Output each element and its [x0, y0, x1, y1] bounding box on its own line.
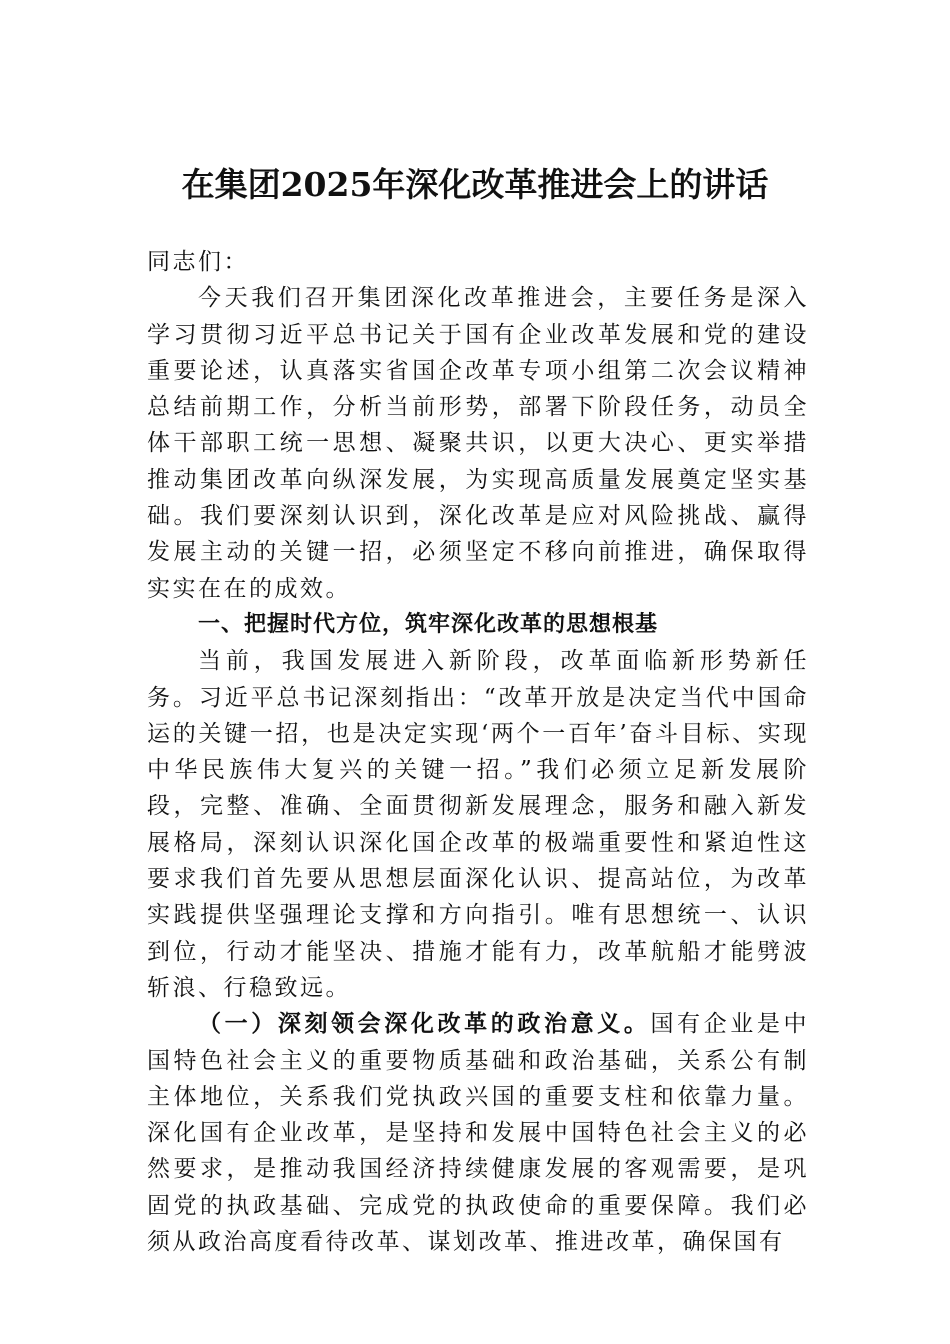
document-title: 在集团2025年深化改革推进会上的讲话: [181, 165, 769, 204]
subsection-1-paragraph: [147, 1006, 809, 1260]
intro-paragraph: 今天我们召开集团深化改革推进会，主要任务是深入学习贯彻习近平总书记关于国有企业改革发展和党的建设重要论述，认真落实省国企改革专项小组第二次会议精神总结前期工作，分析当前形势，部署下阶段任务，动员全体干部职工统一思想、凝聚共识，以更大决心、更实举措推动集团改革向纵深发展，为实现高质量发展奠定坚实基础。我们要深刻认识到，深化改革是应对风险挑战、赢得发展主动的关键一招，必须坚定不移向前推进，确保取得实实在在的成效。: [147, 285, 809, 602]
section-1-paragraph: 当前，我国发展进入新阶段，改革面临新形势新任务。习近平总书记深刻指出：“改革开放是决定当代中国命运的关键一招，也是决定实现‘两个一百年’奋斗目标、实现中华民族伟大复兴的关键一招。”我们必须立足新发展阶段，完整、准确、全面贯彻新发展理念，服务和融入新发展格局，深刻认识深化国企改革的极端重要性和紧迫性这要求我们首先要从思想层面深化认识、提高站位，为改革实践提供坚强理论支撑和方向指引。唯有思想统一、认识到位，行动才能坚决、措施才能有力，改革航船才能劈波斩浪、行稳致远。: [147, 648, 809, 1001]
salutation: 同志们：: [147, 249, 249, 275]
document-body: [147, 244, 809, 1260]
subsection-heading-1: （一）深刻领会深化改革的政治意义。: [198, 1010, 651, 1038]
section-heading-1: 一、把握时代方位，筑牢深化改革的思想根基: [198, 611, 659, 637]
subsection-1-text: 国有企业是中国特色社会主义的重要物质基础和政治基础，关系公有制主体地位，关系我们党执政兴国的重要支柱和依靠力量。深化国有企业改革，是坚持和发展中国特色社会主义的必然要求，是推动我国经济持续健康发展的客观需要，是巩固党的执政基础、完成党的执政使命的重要保障。我们必须从政治高度看待改革、谋划改革、推进改革，确保国有: [147, 1011, 810, 1256]
